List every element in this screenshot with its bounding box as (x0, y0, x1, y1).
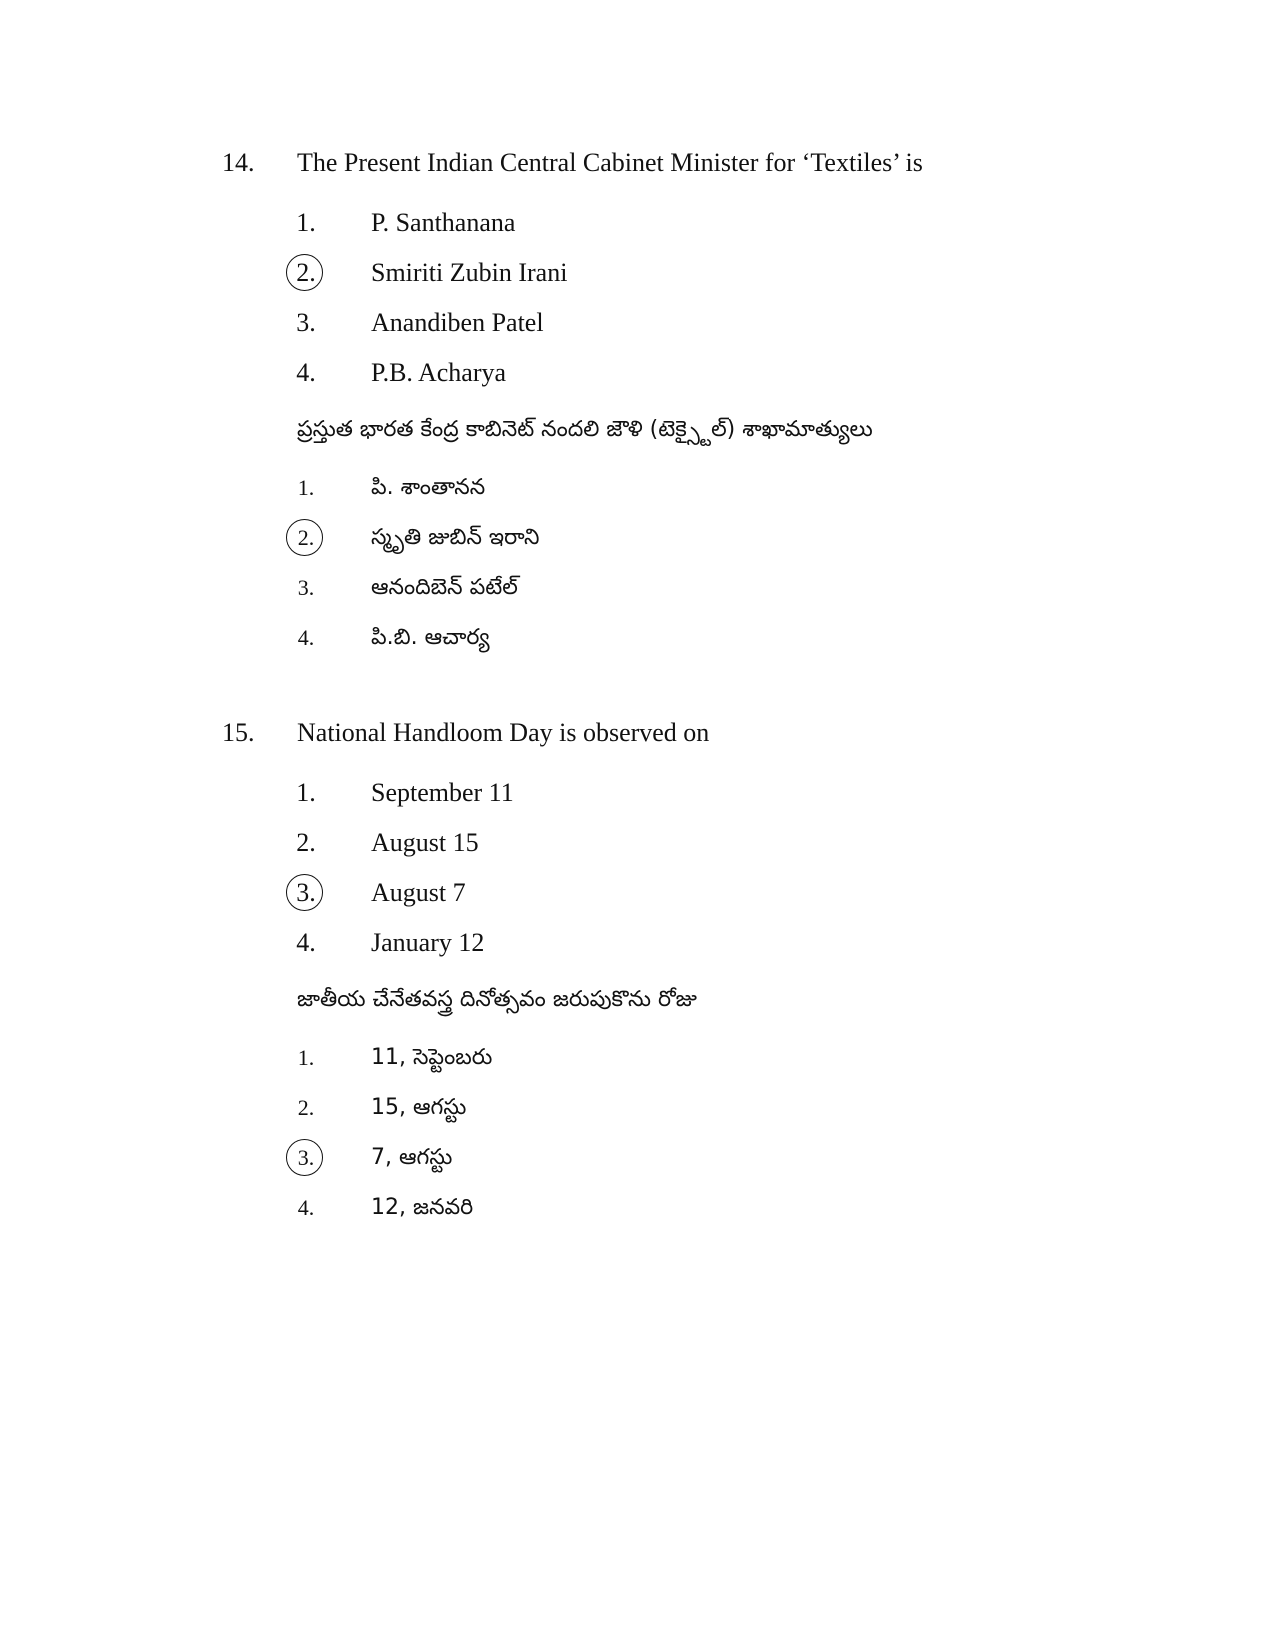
option-text: 7, ఆగస్టు (371, 1145, 453, 1170)
option-text: August 7 (371, 878, 466, 907)
option-2 (284, 823, 984, 863)
option-text: Smiriti Zubin Irani (371, 258, 568, 287)
option-text: 11, సెప్టెంబరు (371, 1045, 493, 1070)
option-text: స్మృతి జుబిన్ ఇరాని (371, 525, 540, 550)
circled-answer-mark: 3. (284, 873, 328, 913)
question-text: National Handloom Day is observed on (297, 718, 710, 747)
option-number: 4. (296, 928, 316, 957)
option-text: P. Santhanana (371, 208, 516, 237)
option-text: ఆనందిబెన్ పటేల్ (371, 575, 518, 600)
circled-answer-mark: 2. (284, 253, 328, 293)
option-1 (284, 773, 984, 813)
option-text: September 11 (371, 778, 514, 807)
option-text: Anandiben Patel (371, 308, 544, 337)
option-number: 2. (296, 828, 316, 857)
option-4-telugu (284, 1188, 984, 1228)
option-3 (284, 303, 984, 343)
option-number: 1. (297, 1045, 315, 1070)
question-number: 14. (222, 148, 255, 177)
option-3-telugu-marked (284, 1138, 984, 1178)
option-text: పి.బి. ఆచార్య (371, 625, 490, 650)
option-text: August 15 (371, 828, 479, 857)
option-number: 1. (296, 208, 316, 237)
option-number: 4. (297, 1195, 315, 1220)
option-text: 12, జనవరి (371, 1195, 474, 1220)
option-4 (284, 923, 984, 963)
option-4-telugu (284, 618, 984, 658)
option-3-marked (284, 873, 984, 913)
option-2-telugu-marked (284, 518, 984, 558)
circled-answer-mark: 3. (284, 1138, 328, 1178)
question-text-telugu: జాతీయ చేనేతవస్త్ర దినోత్సవం జరుపుకొను రోజు (297, 987, 697, 1012)
option-text: January 12 (371, 928, 485, 957)
option-2-marked (284, 253, 984, 293)
circled-answer-mark: 2. (284, 518, 328, 558)
option-text: పి. శాంతానన (371, 475, 486, 500)
option-text: 15, ఆగస్టు (371, 1095, 467, 1120)
option-1 (284, 203, 984, 243)
option-number: 3. (296, 308, 316, 337)
option-1-telugu (284, 1038, 984, 1078)
option-text: P.B. Acharya (371, 358, 507, 387)
option-number: 2. (297, 1095, 315, 1120)
question-number: 15. (222, 718, 255, 747)
option-number: 1. (296, 778, 316, 807)
option-number: 3. (297, 575, 315, 600)
option-2-telugu (284, 1088, 984, 1128)
option-number: 4. (296, 358, 316, 387)
question-text-telugu: ప్రస్తుత భారత కేంద్ర కాబినెట్ నందలి జౌళి (టెక్స్టైల్) శాఖామాత్యులు (297, 417, 873, 442)
option-3-telugu (284, 568, 984, 608)
option-4 (284, 353, 984, 393)
option-number: 1. (297, 475, 315, 500)
option-number: 4. (297, 625, 315, 650)
question-text: The Present Indian Central Cabinet Minister for ‘Textiles’ is (297, 148, 923, 177)
option-1-telugu (284, 468, 984, 508)
